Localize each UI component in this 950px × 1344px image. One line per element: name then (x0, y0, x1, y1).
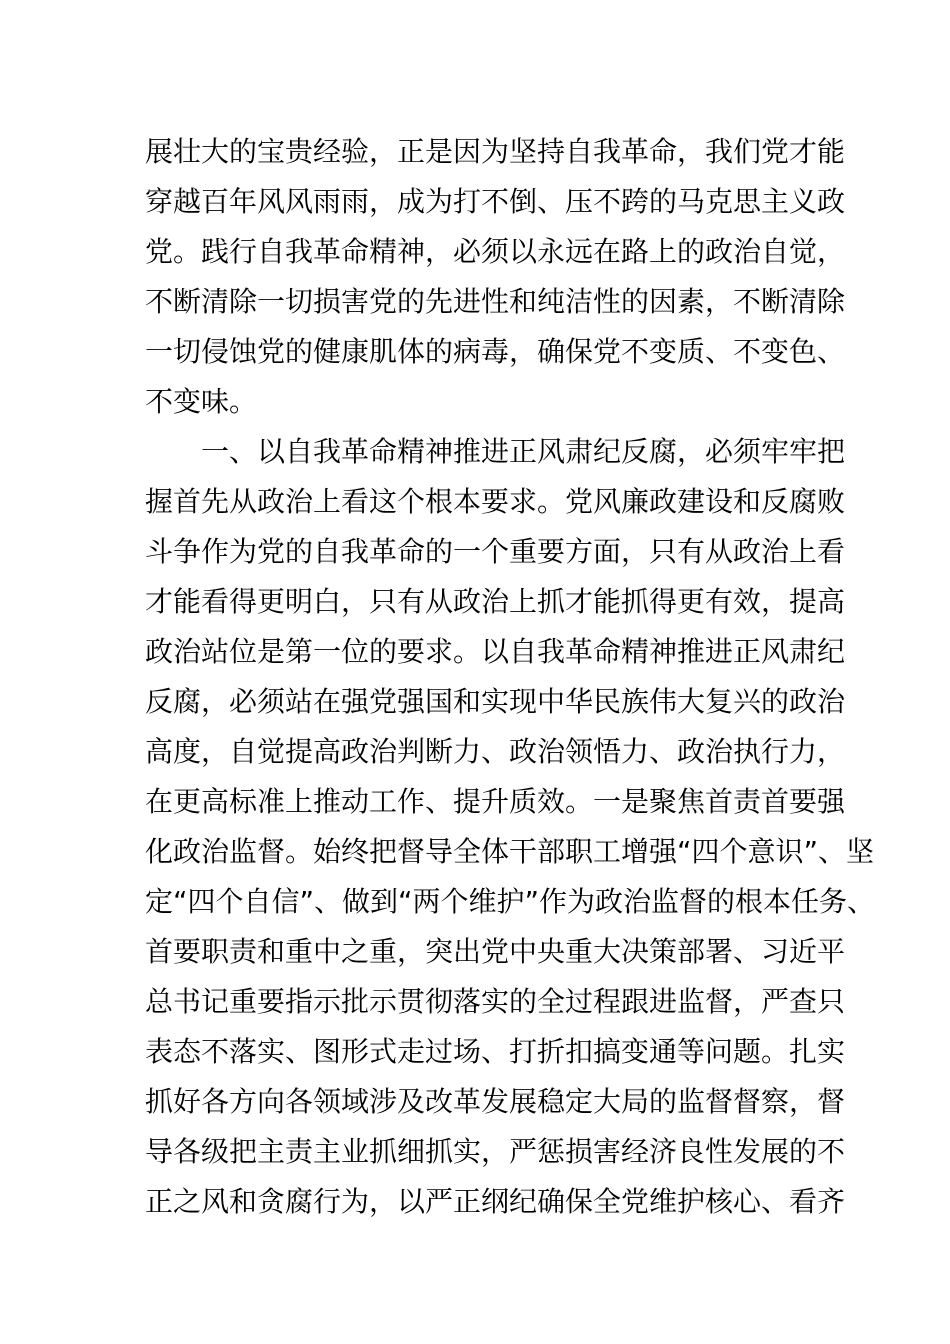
text-line: 握首先从政治上看这个根本要求。党风廉政建设和反腐败 (145, 485, 846, 518)
text-line: 一切侵蚀党的健康肌体的病毒，确保党不变质、不变色、 (145, 335, 846, 368)
text-line: 反腐，必须站在强党强国和实现中华民族伟大复兴的政治 (145, 685, 846, 718)
body-text (145, 127, 876, 1227)
text-line: 一、以自我革命精神推进正风肃纪反腐，必须牢牢把 (145, 435, 846, 468)
text-line: 表态不落实、图形式走过场、打折扣搞变通等问题。扎实 (145, 1035, 846, 1068)
text-line: 导各级把主责主业抓细抓实，严惩损害经济良性发展的不 (145, 1135, 846, 1168)
text-line: 正之风和贪腐行为，以严正纲纪确保全党维护核心、看齐 (145, 1185, 846, 1218)
text-line: 政治站位是第一位的要求。以自我革命精神推进正风肃纪 (145, 635, 846, 668)
text-line: 斗争作为党的自我革命的一个重要方面，只有从政治上看 (145, 535, 846, 568)
text-line: 化政治监督。始终把督导全体干部职工增强“四个意识”、坚 (145, 835, 875, 868)
text-line: 党。践行自我革命精神，必须以永远在路上的政治自觉， (145, 235, 846, 268)
text-line: 在更高标准上推动工作、提升质效。一是聚焦首责首要强 (145, 785, 846, 818)
text-line: 不变味。 (145, 385, 258, 418)
text-line: 不断清除一切损害党的先进性和纯洁性的因素，不断清除 (145, 285, 846, 318)
text-line: 高度，自觉提高政治判断力、政治领悟力、政治执行力， (145, 735, 846, 768)
text-line: 抓好各方向各领域涉及改革发展稳定大局的监督督察，督 (145, 1085, 846, 1118)
text-line: 总书记重要指示批示贯彻落实的全过程跟进监督，严查只 (145, 985, 846, 1018)
text-line: 展壮大的宝贵经验，正是因为坚持自我革命，我们党才能 (145, 135, 846, 168)
text-line: 才能看得更明白，只有从政治上抓才能抓得更有效，提高 (145, 585, 846, 618)
text-line: 定“四个自信”、做到“两个维护”作为政治监督的根本任务、 (145, 885, 876, 918)
text-line: 穿越百年风风雨雨，成为打不倒、压不跨的马克思主义政 (145, 185, 846, 218)
text-line: 首要职责和重中之重，突出党中央重大决策部署、习近平 (145, 935, 846, 968)
